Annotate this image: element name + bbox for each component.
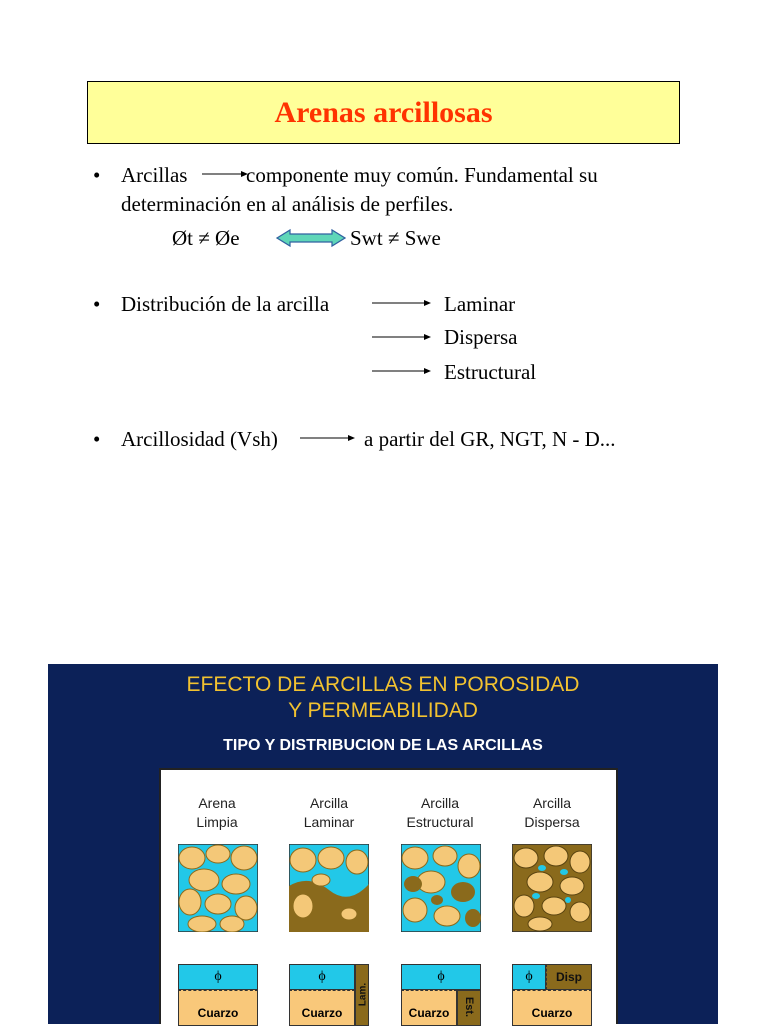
double-arrow-icon <box>276 228 346 248</box>
bullet-1-text-line2: determinación en al análisis de perfiles. <box>121 192 454 216</box>
clay-effect-panel <box>48 664 718 1024</box>
porosity-segment: ϕ <box>401 964 481 990</box>
column-label <box>390 794 490 832</box>
clay-segment-label: Est. <box>463 996 475 1018</box>
column-label-line2: Estructural <box>406 814 474 830</box>
distribution-item: Laminar <box>444 292 516 316</box>
distribution-item: Estructural <box>444 360 537 384</box>
column-label-line2: Laminar <box>303 814 355 830</box>
quartz-segment: Cuarzo <box>289 990 355 1026</box>
porosity-segment: ϕ <box>512 964 546 990</box>
quartz-segment: Cuarzo <box>401 990 457 1026</box>
column-label-line1: Arcilla <box>532 795 572 811</box>
arrow-icon <box>202 169 248 179</box>
distribution-item: Dispersa <box>444 325 518 349</box>
bullet-3-value: a partir del GR, NGT, N - D... <box>364 427 616 451</box>
arrow-icon <box>372 298 432 308</box>
porosity-segment: ϕ <box>289 964 355 990</box>
column-label-line2: Dispersa <box>524 814 580 830</box>
composition-bar <box>401 964 481 1026</box>
bullet-3-label: Arcillosidad (Vsh) <box>121 427 278 451</box>
porosity-segment: ϕ <box>178 964 258 990</box>
composition-bar <box>289 964 369 1026</box>
bullet-1-term: Arcillas <box>121 163 188 187</box>
bullet-1-text: componente muy común. Fundamental su <box>246 163 598 187</box>
structural-clay-grains-icon <box>401 844 481 932</box>
column-label-line1: Arcilla <box>309 795 349 811</box>
bullet-2-label: Distribución de la arcilla <box>121 292 330 316</box>
clay-segment <box>457 990 481 1026</box>
page-title: Arenas arcillosas <box>274 95 493 129</box>
clay-segment <box>355 964 369 1026</box>
arrow-icon <box>372 366 432 376</box>
laminar-clay-grains-icon <box>289 844 369 932</box>
title-box <box>87 81 680 144</box>
clay-segment: Disp <box>546 964 592 990</box>
arrow-icon <box>372 332 432 342</box>
bullet-dot: • <box>93 292 101 316</box>
column-label <box>502 794 602 832</box>
column-label-line2: Limpia <box>196 814 238 830</box>
composition-bar <box>512 964 592 1026</box>
equation-right: Swt ≠ Swe <box>350 226 441 250</box>
bullet-dot: • <box>93 427 101 451</box>
dispersed-clay-grains-icon <box>512 844 592 932</box>
arrow-icon <box>300 433 356 443</box>
quartz-segment: Cuarzo <box>178 990 258 1026</box>
clay-segment-label: Lam. <box>357 982 369 1007</box>
panel-subtitle: TIPO Y DISTRIBUCION DE LAS ARCILLAS <box>223 737 543 754</box>
clay-distribution-diagram <box>159 768 618 1024</box>
panel-title-line2: Y PERMEABILIDAD <box>288 699 478 722</box>
column-label-line1: Arena <box>198 795 236 811</box>
column-label <box>167 794 267 832</box>
equation-left: Øt ≠ Øe <box>172 226 240 250</box>
composition-bar <box>178 964 258 1026</box>
quartz-segment: Cuarzo <box>512 990 592 1026</box>
panel-title-line1: EFECTO DE ARCILLAS EN POROSIDAD <box>186 673 580 696</box>
column-label-line1: Arcilla <box>420 795 460 811</box>
clean-sand-grains-icon <box>178 844 258 932</box>
column-label <box>279 794 379 832</box>
bullet-dot: • <box>93 163 101 187</box>
